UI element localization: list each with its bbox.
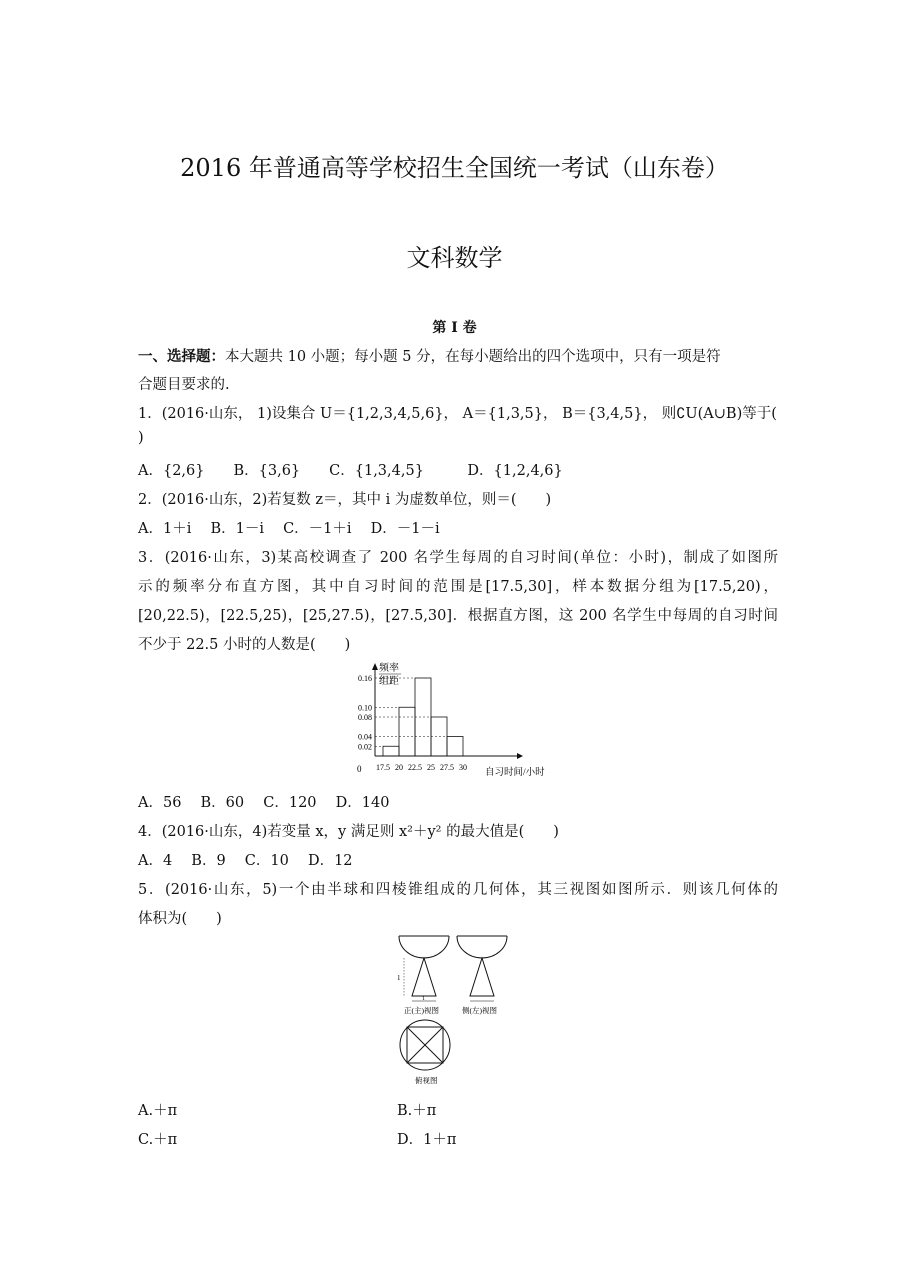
q3-stem-1: 3．(2016·山东，3)某高校调查了 200 名学生每周的自习时间(单位：小时)，制成了如图所 [138, 550, 778, 566]
side-view-caption: 侧(左)视图 [462, 1006, 497, 1015]
front-height-label: 1 [397, 974, 401, 982]
q5-option-c: C.＋π [138, 1132, 178, 1148]
section-intro-line-2: 合题目要求的. [138, 377, 230, 393]
q5-option-a: A.＋π [138, 1103, 178, 1119]
exam-title: 2016 年普通高等学校招生全国统一考试（山东卷） [180, 154, 729, 182]
side-pyramid [470, 958, 494, 996]
y-tick-label: 0.10 [358, 703, 372, 713]
front-view-caption: 正(主)视图 [404, 1006, 439, 1015]
exam-subtitle: 文科数学 [406, 244, 503, 272]
histogram-bar [399, 707, 415, 756]
q2-stem: 2．(2016·山东，2)若复数 z＝，其中 i 为虚数单位，则＝( ) [138, 492, 552, 508]
q5-stem-1: 5．(2016·山东，5)一个由半球和四棱锥组成的几何体，其三视图如图所示．则该几何体的 [138, 882, 778, 898]
q4-options: A．4 B．9 C．10 D．12 [138, 853, 353, 869]
front-hemisphere-arc [399, 936, 449, 958]
x-axis-arrow-icon [517, 753, 523, 759]
x-axis-label: 自习时间/小时 [485, 768, 545, 778]
q4-stem: 4．(2016·山东，4)若变量 x，y 满足则 x²＋y² 的最大值是( ) [138, 824, 559, 840]
q3-stem-3: [20,22.5)，[22.5,25)，[25,27.5)，[27.5,30]．根据直方图，这 200 名学生中每周的自习时间 [138, 608, 778, 624]
section-intro-text: 本大题共 10 小题；每小题 5 分，在每小题给出的四个选项中，只有一项是符 [225, 349, 721, 365]
y-axis-label-top: 频率 [379, 663, 399, 674]
x-axis-origin: 0 [357, 764, 362, 774]
three-view-figure [390, 930, 520, 1090]
section-intro-line-1 [138, 345, 778, 366]
y-tick-label: 0.08 [358, 713, 372, 722]
x-tick-label: 22.5 [408, 763, 422, 772]
x-tick-label: 25 [427, 763, 435, 772]
volume-heading: 第 Ⅰ 卷 [432, 320, 477, 336]
top-view [400, 1020, 450, 1085]
q1-stem-cont: ) [138, 430, 144, 446]
y-tick-label: 0.04 [358, 732, 372, 742]
q1-stem: 1．(2016·山东， 1)设集合 U＝{1,2,3,4,5,6}， A＝{1,3,5}， B＝{3,4,5}， 则∁U(A∪B)等于( [138, 406, 777, 422]
q2-options: A．1＋i B．1－i C．－1＋i D．－1－i [138, 521, 440, 537]
q3-stem-4: 不少于 22.5 小时的人数是( ) [138, 637, 351, 653]
q5-stem-2: 体积为( ) [138, 911, 222, 927]
front-pyramid [412, 958, 436, 996]
side-view [457, 936, 507, 1015]
x-tick-label: 30 [459, 763, 467, 772]
histogram-bar [447, 737, 463, 757]
q3-options: A．56 B．60 C．120 D．140 [138, 795, 390, 811]
y-axis-label-bottom: 组距 [379, 676, 399, 687]
q1-options: A．{2,6} B．{3,6} C．{1,3,4,5} D．{1,2,4,6} [138, 463, 563, 479]
frequency-histogram [345, 660, 545, 780]
q5-option-b: B.＋π [397, 1103, 437, 1119]
x-tick-label: 17.5 [376, 763, 390, 772]
x-tick-label: 27.5 [440, 763, 454, 772]
y-axis-arrow-icon [372, 663, 378, 670]
x-tick-label: 20 [395, 763, 403, 772]
side-hemisphere-arc [457, 936, 507, 958]
q5-option-d: D．1＋π [397, 1132, 457, 1148]
y-tick-label: 0.02 [358, 742, 372, 752]
q3-stem-2: 示的频率分布直方图，其中自习时间的范围是[17.5,30]，样本数据分组为[17.5,20)， [138, 579, 778, 595]
section-heading: 一、选择题： [138, 348, 225, 365]
front-width-label: 1 [422, 996, 425, 1002]
histogram-bar [383, 746, 399, 756]
front-view [397, 936, 449, 1015]
y-tick-label: 0.16 [358, 674, 372, 683]
top-view-caption: 俯视图 [415, 1076, 438, 1085]
